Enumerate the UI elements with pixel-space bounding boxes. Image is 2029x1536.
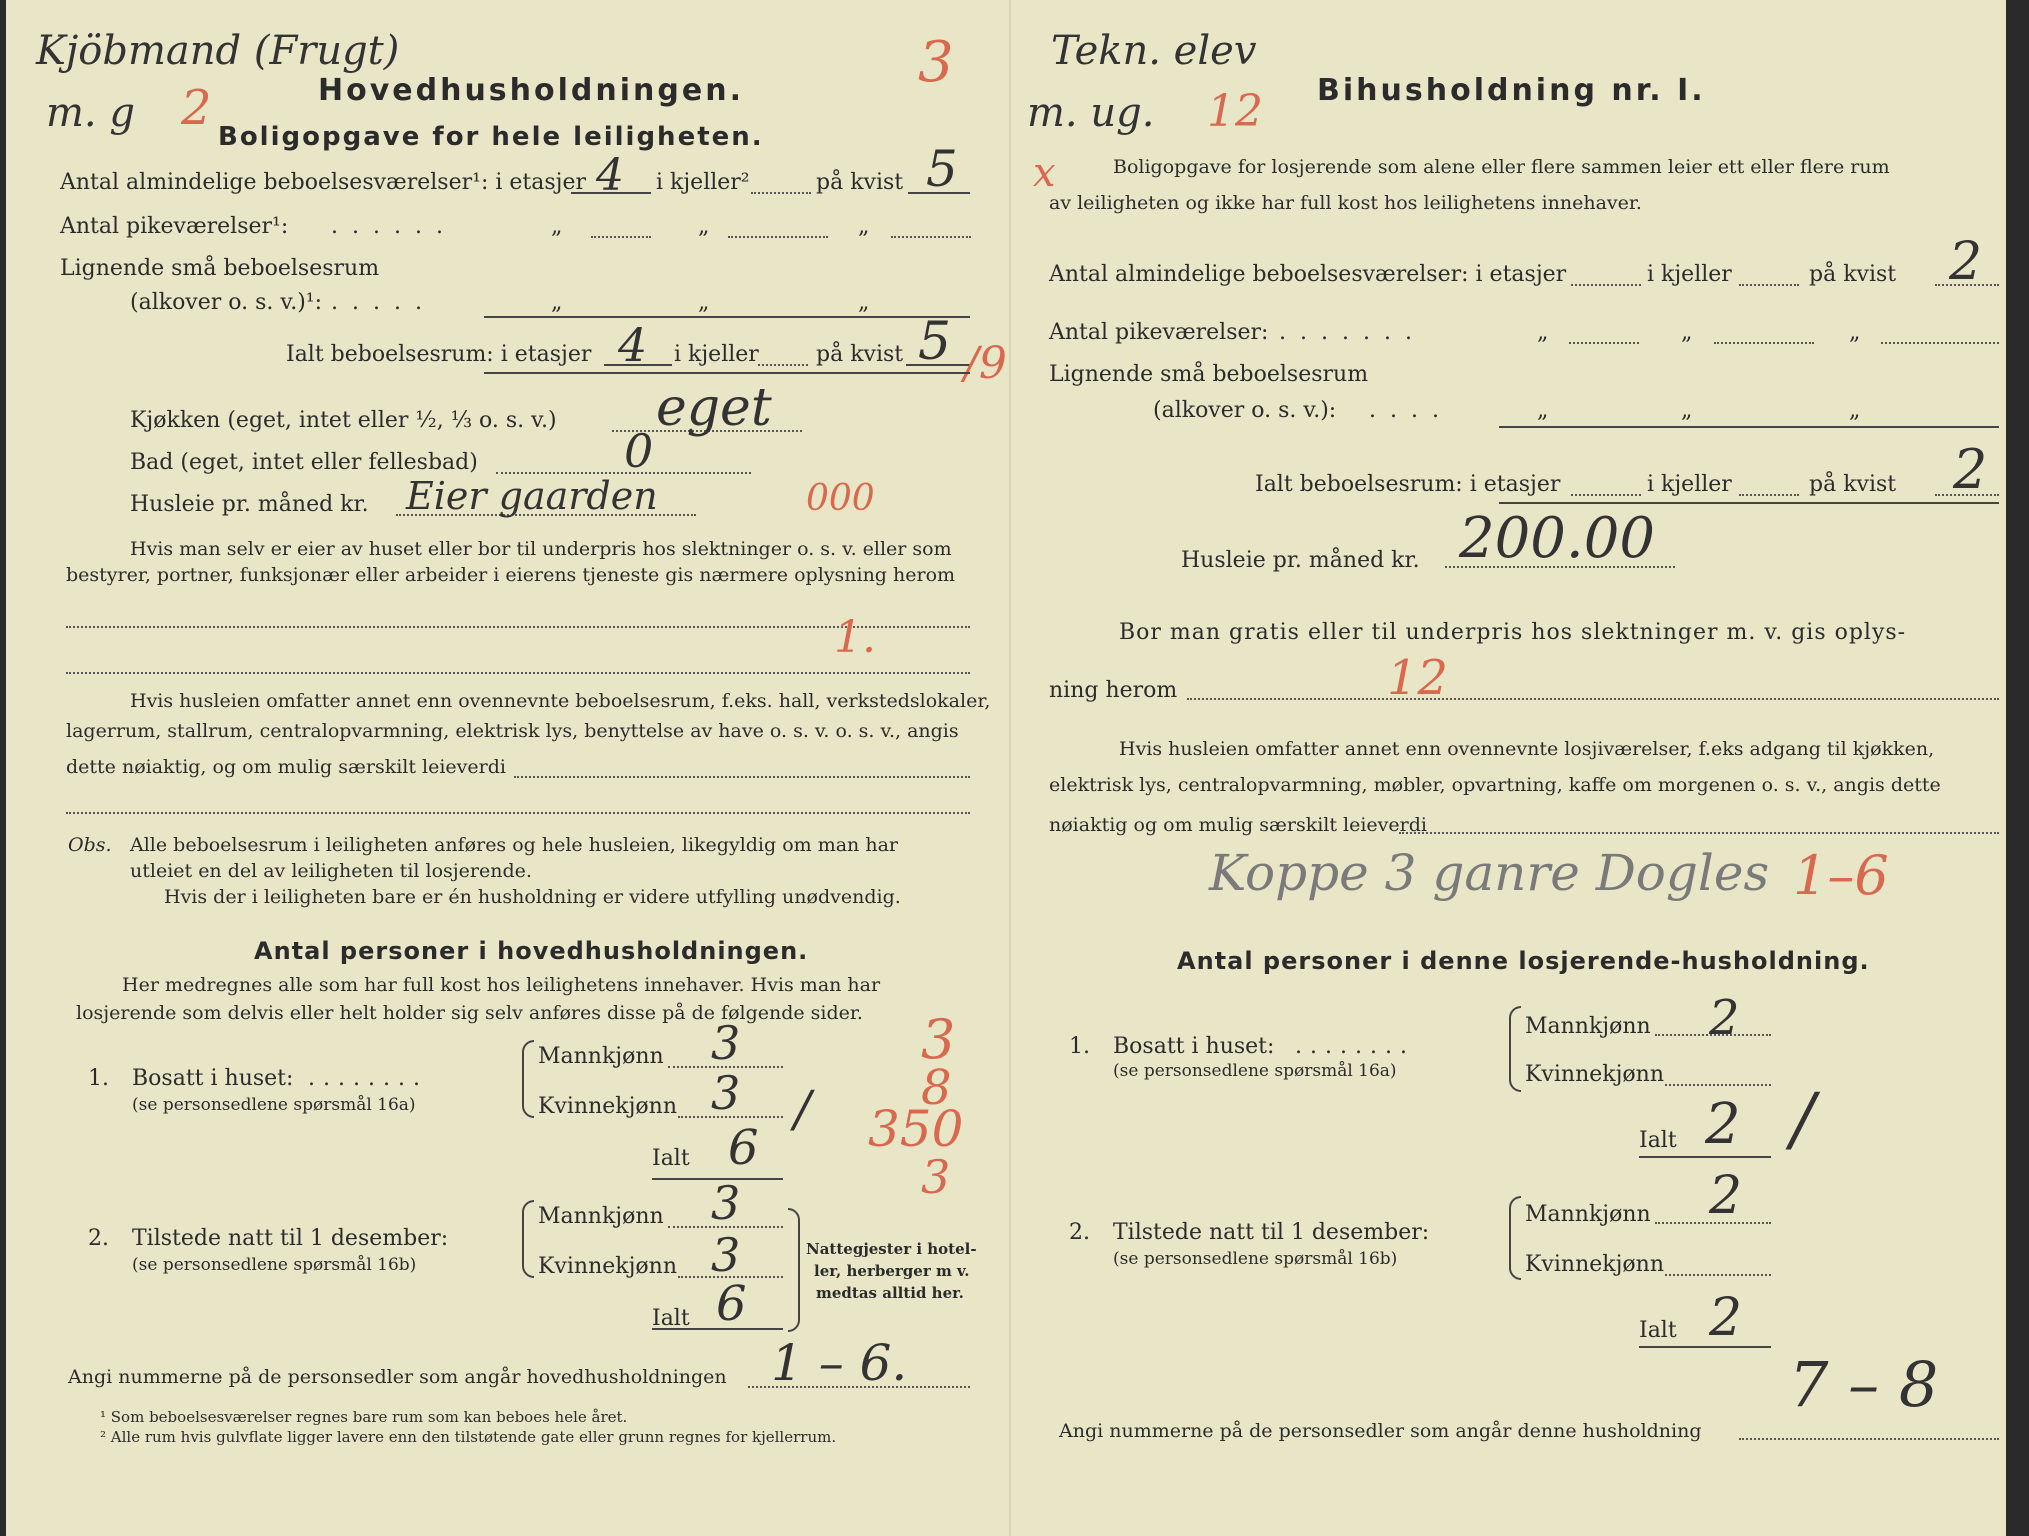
value-tilstede-ialt: 6 — [716, 1276, 747, 1332]
bosatt-brace — [522, 1040, 534, 1118]
bosatt-num-right: 1. — [1069, 1034, 1090, 1059]
label-alm-kvist: på kvist — [816, 170, 904, 195]
obs-label: Obs. — [68, 834, 112, 856]
tilstede-brace-right — [1509, 1196, 1521, 1280]
red-col-4: 3 — [921, 1150, 951, 1204]
annotation-red-corner: 3 — [918, 30, 954, 95]
field-angi-right — [1739, 1438, 1999, 1440]
persons-title: Antal personer i hovedhusholdningen. — [254, 937, 809, 965]
para2-line1: Hvis husleien omfatter annet enn ovennevnte beboelsesrum, f.eks. hall, verkstedslokaler, — [130, 690, 991, 712]
annotation-mug-number: 12 — [1207, 86, 1263, 137]
tilstede-mann-label: Mannkjønn — [538, 1204, 664, 1229]
bosatt-label-right: Bosatt i huset: — [1113, 1034, 1275, 1059]
label-husleie: Husleie pr. måned kr. — [130, 492, 369, 517]
value-husleie-right: 200.00 — [1459, 506, 1655, 571]
bosatt-mann-label-right: Mannkjønn — [1525, 1014, 1651, 1039]
quote-lign-right-3: „ — [1849, 398, 1861, 423]
value-alm-kvist-right: 2 — [1949, 232, 1983, 292]
leader-bosatt: ........ — [308, 1066, 428, 1091]
label-alm: Antal almindelige beboelsesværelser¹: i etasjer — [60, 170, 587, 195]
field-para2 — [514, 776, 970, 778]
tilstede-num-right: 2. — [1069, 1220, 1090, 1245]
bosatt-ialt-label: Ialt — [652, 1146, 690, 1171]
nattegjester-line3: medtas alltid her. — [816, 1284, 964, 1302]
para-right-line3: nøiaktig og om mulig særskilt leieverdi — [1049, 814, 1427, 836]
bosatt-mann-label: Mannkjønn — [538, 1044, 664, 1069]
field-tilstede-kvinne-right — [1665, 1274, 1771, 1276]
label-ialt-kjeller: i kjeller — [674, 342, 759, 367]
rule-ialt-right — [1499, 502, 1999, 504]
value-kjokken: eget — [656, 378, 772, 438]
label-ialt-kjeller-right: i kjeller — [1647, 472, 1732, 497]
field-para2-2 — [66, 812, 970, 814]
label-lign-2-right: (alkover o. s. v.): — [1153, 398, 1337, 423]
field-pike-right-3 — [1881, 342, 1999, 344]
obs-line3: Hvis der i leiligheten bare er én husholdning er videre utfylling unødvendig. — [164, 886, 901, 908]
quote-pike-right-2: „ — [1681, 320, 1693, 345]
value-ialt-etasjer: 4 — [618, 318, 648, 372]
tick-bosatt: / — [794, 1080, 811, 1138]
para-right-line1: Hvis husleien omfatter annet enn ovennevnte losjiværelser, f.eks adgang til kjøkken, — [1119, 738, 1935, 760]
value-ialt-red: /9 — [964, 338, 1007, 389]
persons-line2: losjerende som delvis eller helt holder sig selv anføres disse på de følgende sider. — [76, 1002, 863, 1024]
value-para1-red: 1. — [834, 612, 876, 663]
intro-line1: Boligopgave for losjerende som alene eller flere sammen leier ett eller flere rum — [1113, 156, 1890, 178]
right-page — [1009, 0, 2006, 1536]
label-lign-2: (alkover o. s. v.)¹: — [130, 290, 323, 315]
field-lign — [484, 316, 970, 318]
annotation-occupation-right: Tekn. elev — [1051, 28, 1257, 74]
quote-lign-right-1: „ — [1537, 398, 1549, 423]
bor-line1: Bor man gratis eller til underpris hos slektninger m. v. gis oplys- — [1119, 620, 1907, 645]
quote-pike-2: „ — [698, 214, 710, 239]
census-form — [6, 0, 2006, 1536]
annotation-mug: m. ug. — [1027, 90, 1155, 136]
bosatt-ref: (se personsedlene spørsmål 16a) — [132, 1095, 416, 1115]
bosatt-kvinne-label: Kvinnekjønn — [538, 1094, 677, 1119]
quote-pike-1: „ — [551, 214, 563, 239]
footnote-1: ¹ Som beboelsesværelser regnes bare rum som kan beboes hele året. — [100, 1408, 628, 1426]
annotation-mg-number: 2 — [181, 80, 212, 136]
para1-line2: bestyrer, portner, funksjonær eller arbeider i eierens tjeneste gis nærmere oplysning herom — [66, 564, 956, 586]
tilstede-ref: (se personsedlene spørsmål 16b) — [132, 1255, 417, 1275]
annotation-mg: m. g — [46, 90, 135, 136]
value-bosatt-mann: 3 — [711, 1016, 741, 1070]
field-bosatt-kvinne-right — [1665, 1084, 1771, 1086]
tilstede-ialt-label-right: Ialt — [1639, 1318, 1677, 1343]
label-alm-kjeller: i kjeller² — [656, 170, 750, 195]
label-alm-kjeller-right: i kjeller — [1647, 262, 1732, 287]
bosatt-ialt-label-right: Ialt — [1639, 1128, 1677, 1153]
red-col-2: 8 — [921, 1060, 952, 1116]
quote-pike-right-1: „ — [1537, 320, 1549, 345]
para1-line1: Hvis man selv er eier av huset eller bor til underpris hos slektninger o. s. v. eller som — [130, 538, 952, 560]
tilstede-num: 2. — [88, 1226, 109, 1251]
quote-lign-3: „ — [858, 290, 870, 315]
label-kjokken: Kjøkken (eget, intet eller ½, ⅓ o. s. v.) — [130, 408, 557, 433]
value-husleie: Eier gaarden — [406, 474, 658, 518]
persons-title-right: Antal personer i denne losjerende-husholdning. — [1177, 947, 1870, 975]
field-ialt-kjeller-right — [1739, 494, 1799, 496]
bosatt-brace-right — [1509, 1006, 1521, 1092]
nattegjester-brace — [788, 1208, 800, 1332]
page-subtitle: Boligopgave for hele leiligheten. — [218, 122, 764, 152]
field-bor — [1187, 698, 1999, 700]
nattegjester-line1: Nattegjester i hotel- — [806, 1240, 977, 1258]
intro-line2: av leiligheten og ikke har full kost hos leilighetens innehaver. — [1049, 192, 1642, 214]
label-lign-1-right: Lignende små beboelsesrum — [1049, 362, 1369, 387]
annotation-x: x — [1033, 150, 1056, 196]
tick-bosatt-right: / — [1791, 1078, 1815, 1160]
field-pike-right-2 — [1714, 342, 1814, 344]
leader-pike: ...... — [331, 214, 457, 239]
tilstede-ref-right: (se personsedlene spørsmål 16b) — [1113, 1249, 1398, 1269]
value-tilstede-kvinne: 3 — [711, 1228, 741, 1282]
rule-tilstede-ialt-right — [1639, 1346, 1771, 1348]
tilstede-label-right: Tilstede natt til 1 desember: — [1113, 1220, 1430, 1245]
quote-pike-right-3: „ — [1849, 320, 1861, 345]
value-bosatt-kvinne: 3 — [711, 1066, 741, 1120]
page-title-right: Bihusholdning nr. I. — [1317, 73, 1706, 108]
field-alm-kjeller — [751, 192, 811, 194]
annotation-occupation: Kjöbmand (Frugt) — [36, 28, 400, 74]
leader-lign-right: .... — [1369, 398, 1453, 423]
label-pike: Antal pikeværelser¹: — [60, 214, 289, 239]
field-ialt-kjeller — [758, 364, 808, 366]
persons-line1: Her medregnes alle som har full kost hos leilighetens innehaver. Hvis man har — [122, 974, 881, 996]
footnote-2: ² Alle rum hvis gulvflate ligger lavere enn den tilstøtende gate eller grunn regnes for kjellerrum. — [100, 1428, 837, 1446]
angi-label-right: Angi nummerne på de personsedler som angår denne husholdning — [1059, 1420, 1702, 1442]
para2-line3: dette nøiaktig, og om mulig særskilt leieverdi — [66, 756, 506, 778]
value-ialt-kvist: 5 — [918, 312, 952, 372]
field-alm-kjeller-right — [1739, 284, 1799, 286]
label-lign-1: Lignende små beboelsesrum — [60, 256, 380, 281]
label-pike-right: Antal pikeværelser: — [1049, 320, 1269, 345]
tilstede-label: Tilstede natt til 1 desember: — [132, 1226, 449, 1251]
leader-bosatt-right: ........ — [1295, 1034, 1415, 1059]
label-ialt-kvist-right: på kvist — [1809, 472, 1897, 497]
value-tilstede-ialt-right: 2 — [1709, 1288, 1743, 1348]
field-pike-1 — [591, 236, 651, 238]
tilstede-kvinne-label: Kvinnekjønn — [538, 1254, 677, 1279]
value-tilstede-mann-right: 2 — [1709, 1166, 1743, 1226]
value-husleie-red: 000 — [806, 478, 875, 519]
label-husleie-right: Husleie pr. måned kr. — [1181, 548, 1420, 573]
label-bad: Bad (eget, intet eller fellesbad) — [130, 450, 478, 475]
page-title: Hovedhusholdningen. — [318, 73, 744, 108]
left-page — [6, 0, 1009, 1536]
label-ialt: Ialt beboelsesrum: i etasjer — [286, 342, 592, 367]
value-bosatt-ialt: 6 — [728, 1120, 759, 1176]
quote-lign-right-2: „ — [1681, 398, 1693, 423]
obs-line2: utleiet en del av leiligheten til losjerende. — [130, 860, 532, 882]
angi-label: Angi nummerne på de personsedler som angår hovedhusholdningen — [68, 1366, 727, 1388]
quote-lign-2: „ — [698, 290, 710, 315]
bosatt-ref-right: (se personsedlene spørsmål 16a) — [1113, 1061, 1397, 1081]
field-para-right — [1399, 832, 1999, 834]
field-pike-2 — [728, 236, 828, 238]
bosatt-kvinne-label-right: Kvinnekjønn — [1525, 1062, 1664, 1087]
value-para-right: Koppe 3 ganre Dogles — [1209, 844, 1770, 902]
bosatt-label: Bosatt i huset: — [132, 1066, 294, 1091]
bor-line2: ning herom — [1049, 678, 1178, 703]
field-pike-3 — [891, 236, 971, 238]
tilstede-kvinne-label-right: Kvinnekjønn — [1525, 1252, 1664, 1277]
value-angi-right: 7 – 8 — [1789, 1348, 1939, 1421]
para2-line2: lagerrum, stallrum, centralopvarmning, elektrisk lys, benyttelse av have o. s. v. o. s. v., angis — [66, 720, 959, 742]
tilstede-ialt-label: Ialt — [652, 1306, 690, 1331]
value-ialt-kvist-right: 2 — [1953, 438, 1988, 501]
value-bor-red: 12 — [1387, 650, 1449, 706]
label-alm-kvist-right: på kvist — [1809, 262, 1897, 287]
nattegjester-line2: ler, herberger m v. — [814, 1262, 970, 1280]
value-bosatt-mann-right: 2 — [1709, 990, 1740, 1046]
obs-line1: Alle beboelsesrum i leiligheten anføres og hele husleien, likegyldig om man har — [130, 834, 898, 856]
field-lign-right — [1499, 426, 1999, 428]
value-para-right-red: 1–6 — [1793, 844, 1889, 907]
value-bosatt-ialt-right: 2 — [1705, 1092, 1741, 1157]
value-alm-kvist: 5 — [926, 140, 958, 198]
value-bad: 0 — [624, 424, 654, 478]
tilstede-brace — [522, 1200, 534, 1278]
field-alm-etasjer-right — [1571, 284, 1641, 286]
label-ialt-right: Ialt beboelsesrum: i etasjer — [1255, 472, 1561, 497]
value-angi: 1 – 6. — [771, 1334, 908, 1392]
value-alm-etasjer: 4 — [596, 150, 624, 201]
field-ialt-etasjer-right — [1571, 494, 1641, 496]
label-alm-right: Antal almindelige beboelsesværelser: i etasjer — [1049, 262, 1567, 287]
red-col-3: 350 — [868, 1100, 964, 1158]
quote-pike-3: „ — [858, 214, 870, 239]
bosatt-num: 1. — [88, 1066, 109, 1091]
quote-lign-1: „ — [551, 290, 563, 315]
value-tilstede-mann: 3 — [711, 1176, 741, 1230]
red-col-1: 3 — [921, 1008, 956, 1071]
field-para1-2 — [66, 672, 970, 674]
label-ialt-kvist: på kvist — [816, 342, 904, 367]
tilstede-mann-label-right: Mannkjønn — [1525, 1202, 1651, 1227]
field-pike-right-1 — [1569, 342, 1639, 344]
leader-pike-right: ....... — [1279, 320, 1426, 345]
rule-ialt — [484, 372, 970, 374]
para-right-line2: elektrisk lys, centralopvarmning, møbler, opvartning, kaffe om morgenen o. s. v., angis dette — [1049, 774, 1941, 796]
leader-lign: ..... — [331, 290, 436, 315]
